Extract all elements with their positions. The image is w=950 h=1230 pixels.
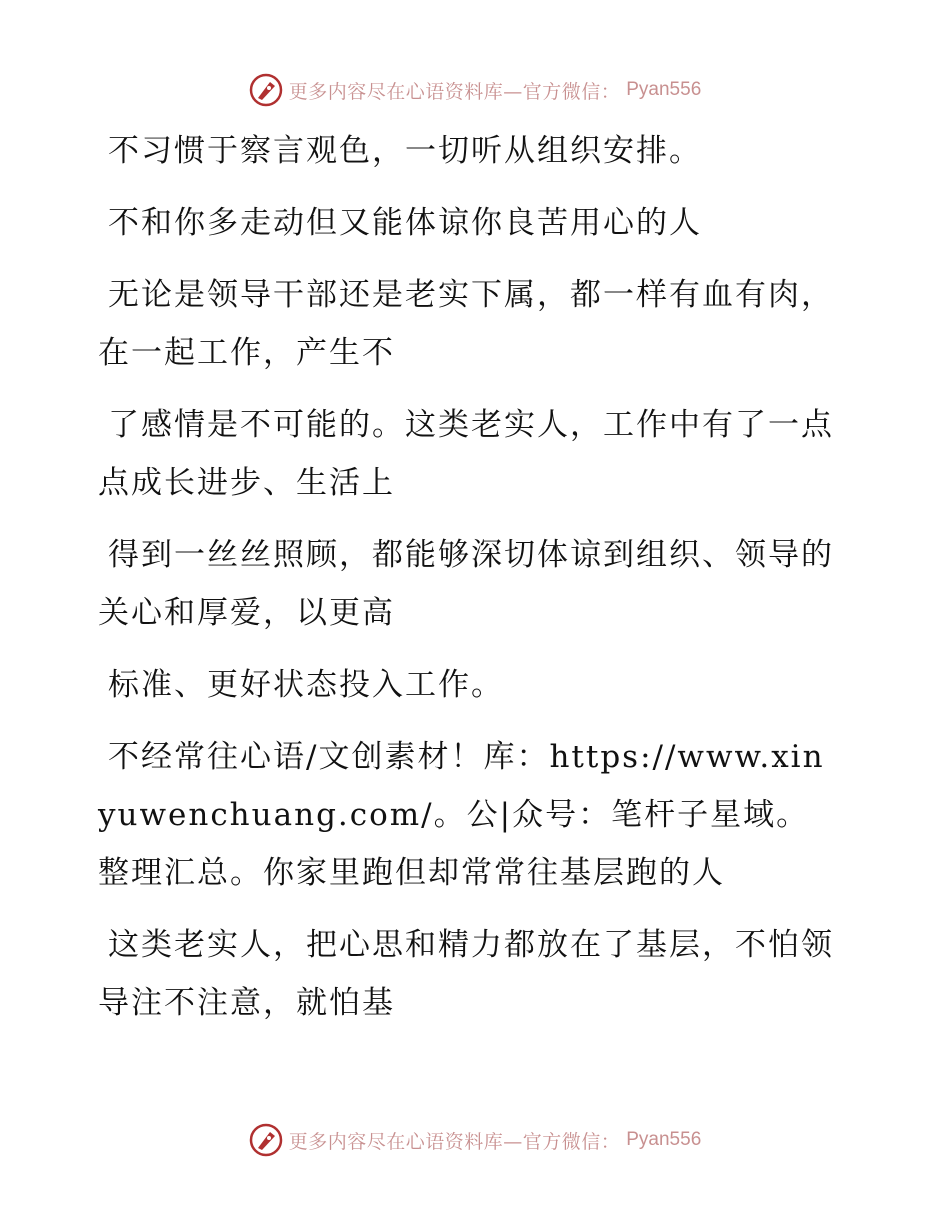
paragraph: 不习惯于察言观色，一切听从组织安排。: [108, 133, 702, 169]
paragraph: 不和你多走动但又能体谅你良苦用心的人: [108, 205, 702, 241]
wechat-id: Pyan556: [626, 79, 702, 100]
footer-banner: [0, 1120, 950, 1160]
header-banner: [0, 70, 950, 110]
pen-nib-logo-icon: [249, 1123, 283, 1157]
paragraph: 不经常往心语/文创素材！库：https://www.xinyuwenchuang.com/。公|众号：笔杆子星域。整理汇总。你家里跑但却常常往基层跑的人: [98, 739, 825, 891]
paragraph: 标准、更好状态投入工作。: [108, 667, 504, 703]
pen-nib-logo-icon: [249, 73, 283, 107]
paragraph: 这类老实人，把心思和精力都放在了基层，不怕领导注不注意，就怕基: [98, 927, 834, 1021]
wechat-id: Pyan556: [626, 1129, 702, 1150]
paragraph: 了感情是不可能的。这类老实人，工作中有了一点点成长进步、生活上: [98, 407, 834, 501]
paragraph: 得到一丝丝照顾，都能够深切体谅到组织、领导的关心和厚爱，以更高: [98, 537, 834, 631]
banner-text: 更多内容尽在心语资料库—官方微信：: [288, 1130, 621, 1153]
document-body: [98, 122, 838, 1046]
banner-text: 更多内容尽在心语资料库—官方微信：: [288, 80, 621, 103]
paragraph: 无论是领导干部还是老实下属，都一样有血有肉，在一起工作，产生不: [98, 277, 834, 371]
